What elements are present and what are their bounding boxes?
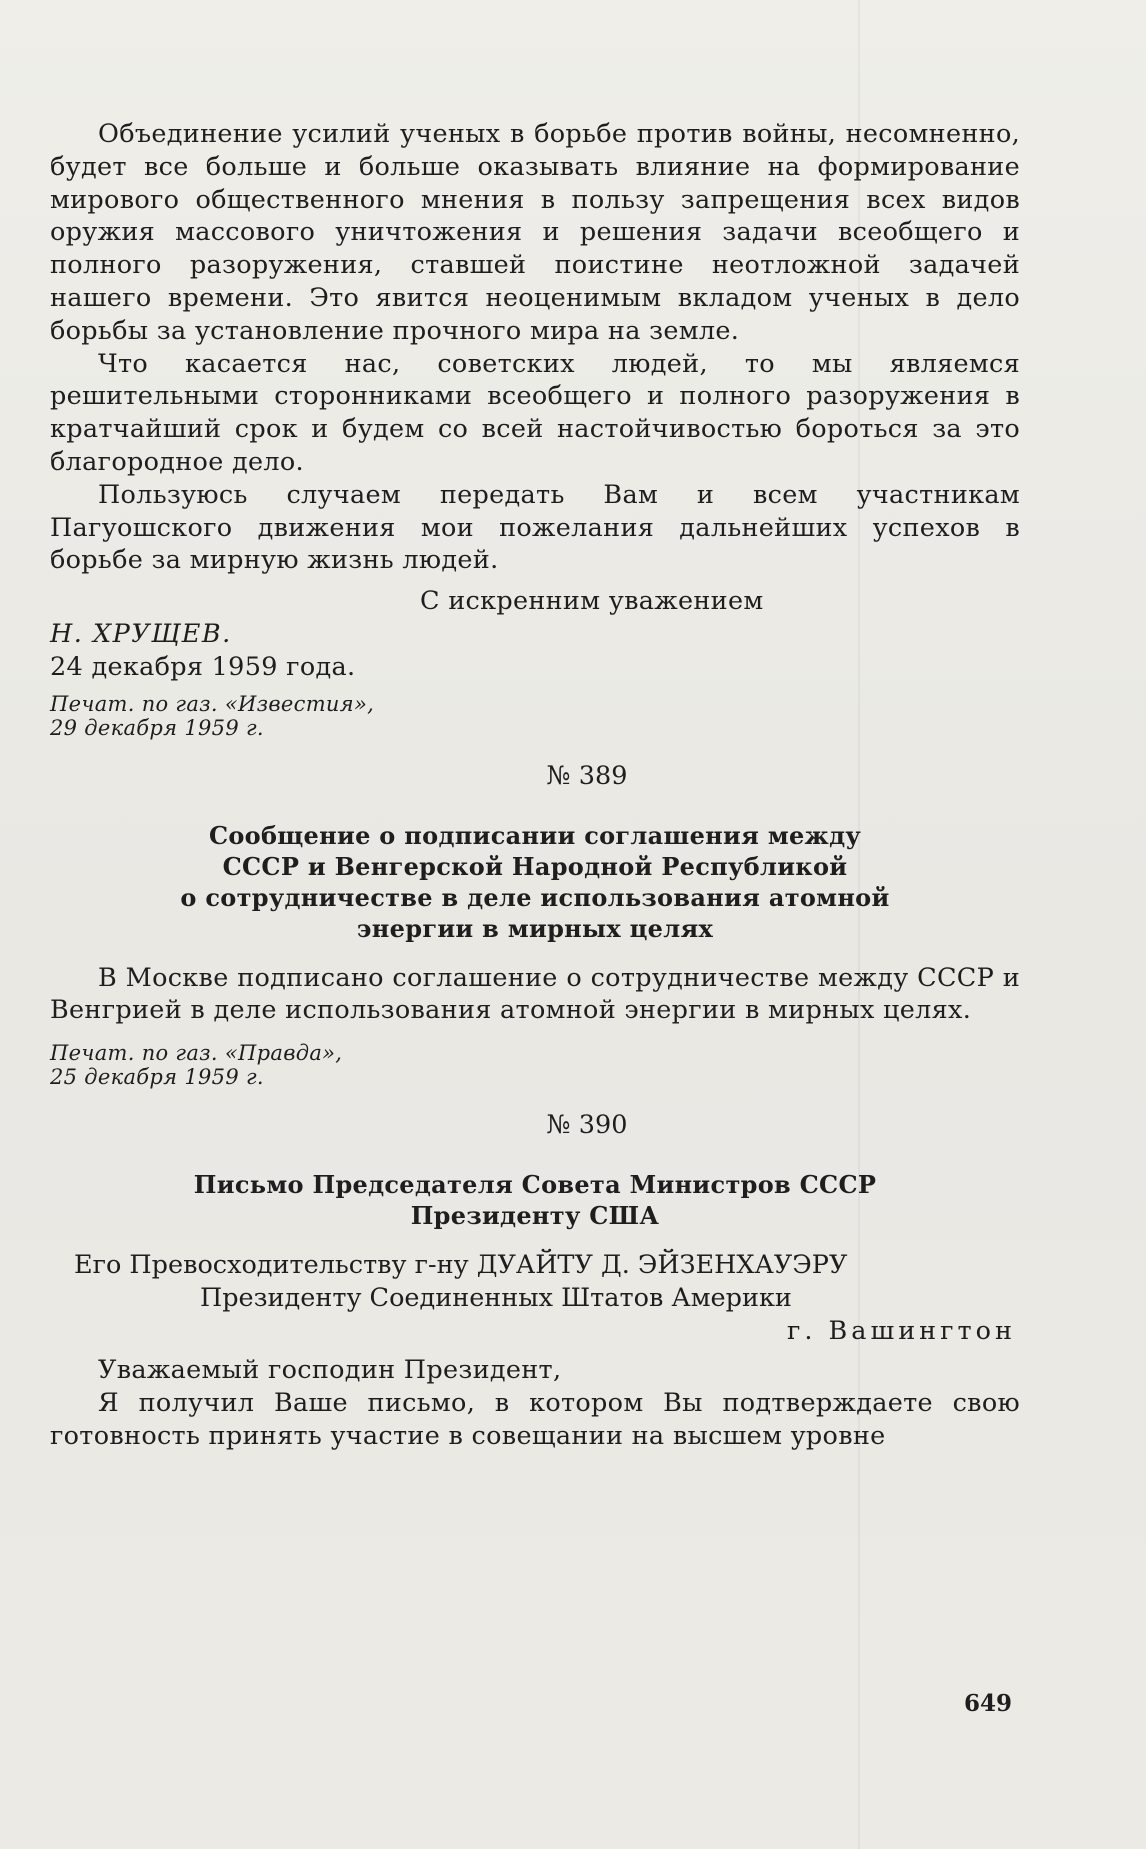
- document-number-390: № 390: [546, 1110, 628, 1141]
- title-line: СССР и Венгерской Народной Республикой: [222, 851, 848, 881]
- document-number-389: № 389: [546, 760, 628, 791]
- address-line-title: Президенту Соединенных Штатов Америки: [200, 1283, 792, 1314]
- document-title-389: [50, 820, 1020, 944]
- source-note-pravda: [50, 1041, 1020, 1089]
- paragraph-letter-body: Я получил Ваше письмо, в котором Вы подтверждаете свою готовность принять участие в совещании на высшем уровне: [50, 1387, 1020, 1451]
- paragraph-scientists-unity: Объединение усилий ученых в борьбе против войны, несомненно, будет все больше и больше оказывать влияние на формирование мирового общественного мнения в пользу запрещения всех видов оружия массового уничтожения и решения задачи всеобщего и полного разоружения, ставшей поистине неотложной задачей нашего времени. Это явится неоценимым вкладом ученых в дело борьбы за установление прочного мира на земле.: [50, 119, 1020, 346]
- letter-address: [50, 1249, 1020, 1348]
- signature-name: Н. ХРУЩЕВ.: [50, 618, 232, 649]
- document-title-390: [50, 1169, 1020, 1231]
- source-note-line: Печат. по газ. «Известия»,: [50, 691, 375, 716]
- page-content: [50, 118, 1020, 1453]
- source-note-line: 29 декабря 1959 г.: [50, 715, 264, 740]
- letter-date: 24 декабря 1959 года.: [50, 651, 356, 682]
- title-line: Сообщение о подписании соглашения между: [208, 820, 862, 850]
- address-line-recipient: Его Превосходительству г-ну ДУАЙТУ Д. ЭЙЗЕНХАУЭРУ: [74, 1250, 848, 1281]
- address-line-city: г. Вашингтон: [786, 1316, 1016, 1347]
- paragraph-soviet-position: Что касается нас, советских людей, то мы являемся решительными сторонниками всеобщего и полного разоружения в кратчайший срок и будем со всей настойчивостью бороться за это благородное дело.: [50, 348, 1020, 477]
- title-line: Президенту США: [410, 1201, 660, 1231]
- paragraph-wishes: Пользуюсь случаем передать Вам и всем участникам Пагуошского движения мои пожелания дальнейших успехов в борьбе за мирную жизнь людей.: [50, 479, 1020, 576]
- title-line: Письмо Председателя Совета Министров СССР: [193, 1170, 877, 1200]
- title-line: энергии в мирных целях: [356, 913, 714, 943]
- source-note-line: 25 декабря 1959 г.: [50, 1065, 264, 1090]
- paragraph-agreement-signed: В Москве подписано соглашение о сотрудничестве между СССР и Венгрией в деле использования атомной энергии в мирных целях.: [50, 962, 1020, 1026]
- source-note-izvestia: [50, 692, 1020, 740]
- title-line: о сотрудничестве в деле использования атомной: [180, 882, 890, 912]
- source-note-line: Печат. по газ. «Правда»,: [50, 1041, 343, 1066]
- letter-salutation: Уважаемый господин Президент,: [98, 1355, 562, 1386]
- page-number: 649: [963, 1690, 1012, 1717]
- signature-greeting: С искренним уважением: [420, 586, 764, 617]
